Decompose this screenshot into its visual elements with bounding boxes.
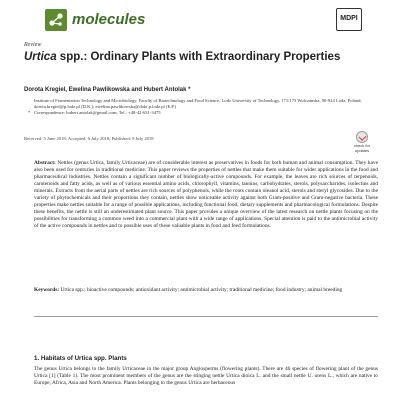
correspondence-row (28, 109, 364, 116)
journal-name: molecules (72, 11, 146, 28)
title-genus: Urtica (24, 51, 57, 63)
molecule-icon (45, 9, 67, 31)
author-list (24, 87, 191, 93)
authors-text: Dorota Kregiel, Ewelina Pawlikowska and Hubert Antolak * (24, 87, 191, 93)
dates-text: Received: 5 June 2018; Accepted: 6 July 2018; Published: 9 July 2018 (24, 136, 154, 141)
title-rest: spp.: Ordinary Plants with Extraordinary Properties (56, 51, 341, 63)
abstract-label: Abstract: (34, 160, 56, 166)
section-heading: 1. Habitats of Urtica spp. Plants (34, 355, 127, 362)
article-title (24, 50, 344, 64)
abstract (34, 160, 378, 230)
check-for-updates-badge[interactable] (346, 131, 378, 153)
publication-dates (24, 136, 154, 141)
correspondence-marker: * (28, 109, 31, 115)
keywords (34, 287, 378, 294)
check-updates-line2: updates (354, 147, 370, 153)
check-updates-line1: check for (353, 143, 371, 148)
abstract-text: Nettles (genus Urtica, family Urticaceae) are of considerable interest as preservatives in foods for both human and animal consumption. They have also been used for centuries in traditional medicine. This paper reviews the properties of nettles that make them suitable for wider applications in the food and pharmaceutical industries. Nettles contain a significant number of biologically-active compounds. For example, the leaves are rich sources of terpenoids, carotenoids and fatty acids, as well as of various essential amino acids, chlorophyll, vitamins, tannins, carbohydrates, sterols, polysaccharides, isolectins and minerals. Extracts from the aerial parts of nettles are rich sources of polyphenols, while the roots contain oleanol acid, sterols and steryl glycosides. Due to the variety of phytochemicals and their proportions they contain, nettles show noticeable activity against both Gram-positive and Gram-negative bacteria. These properties make nettles suitable for a range of possible applications, including functional food, dietary supplements and pharmacological formulations. Despite these benefits, the nettle is still an underestimated plant source. This paper provides a unique overview of the latest research on nettle plants focusing on the possibilities for transforming a common weed into a commercial plant with a wide range of applications. Special attention is paid to the antimicrobial activity of the active compounds in nettles and to possible uses of these valuable plants in food and feed formulations. (34, 160, 378, 230)
affiliation-text: Institute of Fermentation Technology and Microbiology, Faculty of Biotechnology and Food Science, Lodz University of Technology, 171/173 Wolczanska, 90-924 Lodz, Poland; dorota.kregiel@p.lodz.pl (D.K.); ewelina.pawlikowska@dokt.p.lodz.pl (E.P.) (34, 98, 362, 109)
keywords-text: Urtica spp.; bioactive compounds; antioxidant activity; antimicrobial activity; traditional medicine; food industry; animal breeding (60, 287, 343, 293)
correspondence-text: Correspondence: hubert.antolak@gmail.com; Tel.: +48-42-631-3475 (34, 109, 161, 115)
keywords-label: Keywords: (34, 287, 60, 293)
affiliation-row (34, 98, 364, 110)
article-type: Review (24, 42, 42, 48)
journal-logo (45, 9, 67, 31)
section-divider (34, 316, 378, 317)
check-updates-icon (356, 131, 368, 143)
affiliations (28, 98, 364, 115)
section-body: The genus Urtica belongs to the family Urticaceae in the major group Angiosperms (flowering plants). There are 46 species of flowering plant of the genus Urtica [1] (Table 1). The most prominent members of the genus are the stinging nettle Urtica dioica L. and the small nettle U. urens L., which are native to Europe, Africa, Asia and North America. Plants belonging to the genus Urtica are herbaceous (34, 366, 378, 387)
publisher-logo: MDPI (336, 8, 362, 31)
